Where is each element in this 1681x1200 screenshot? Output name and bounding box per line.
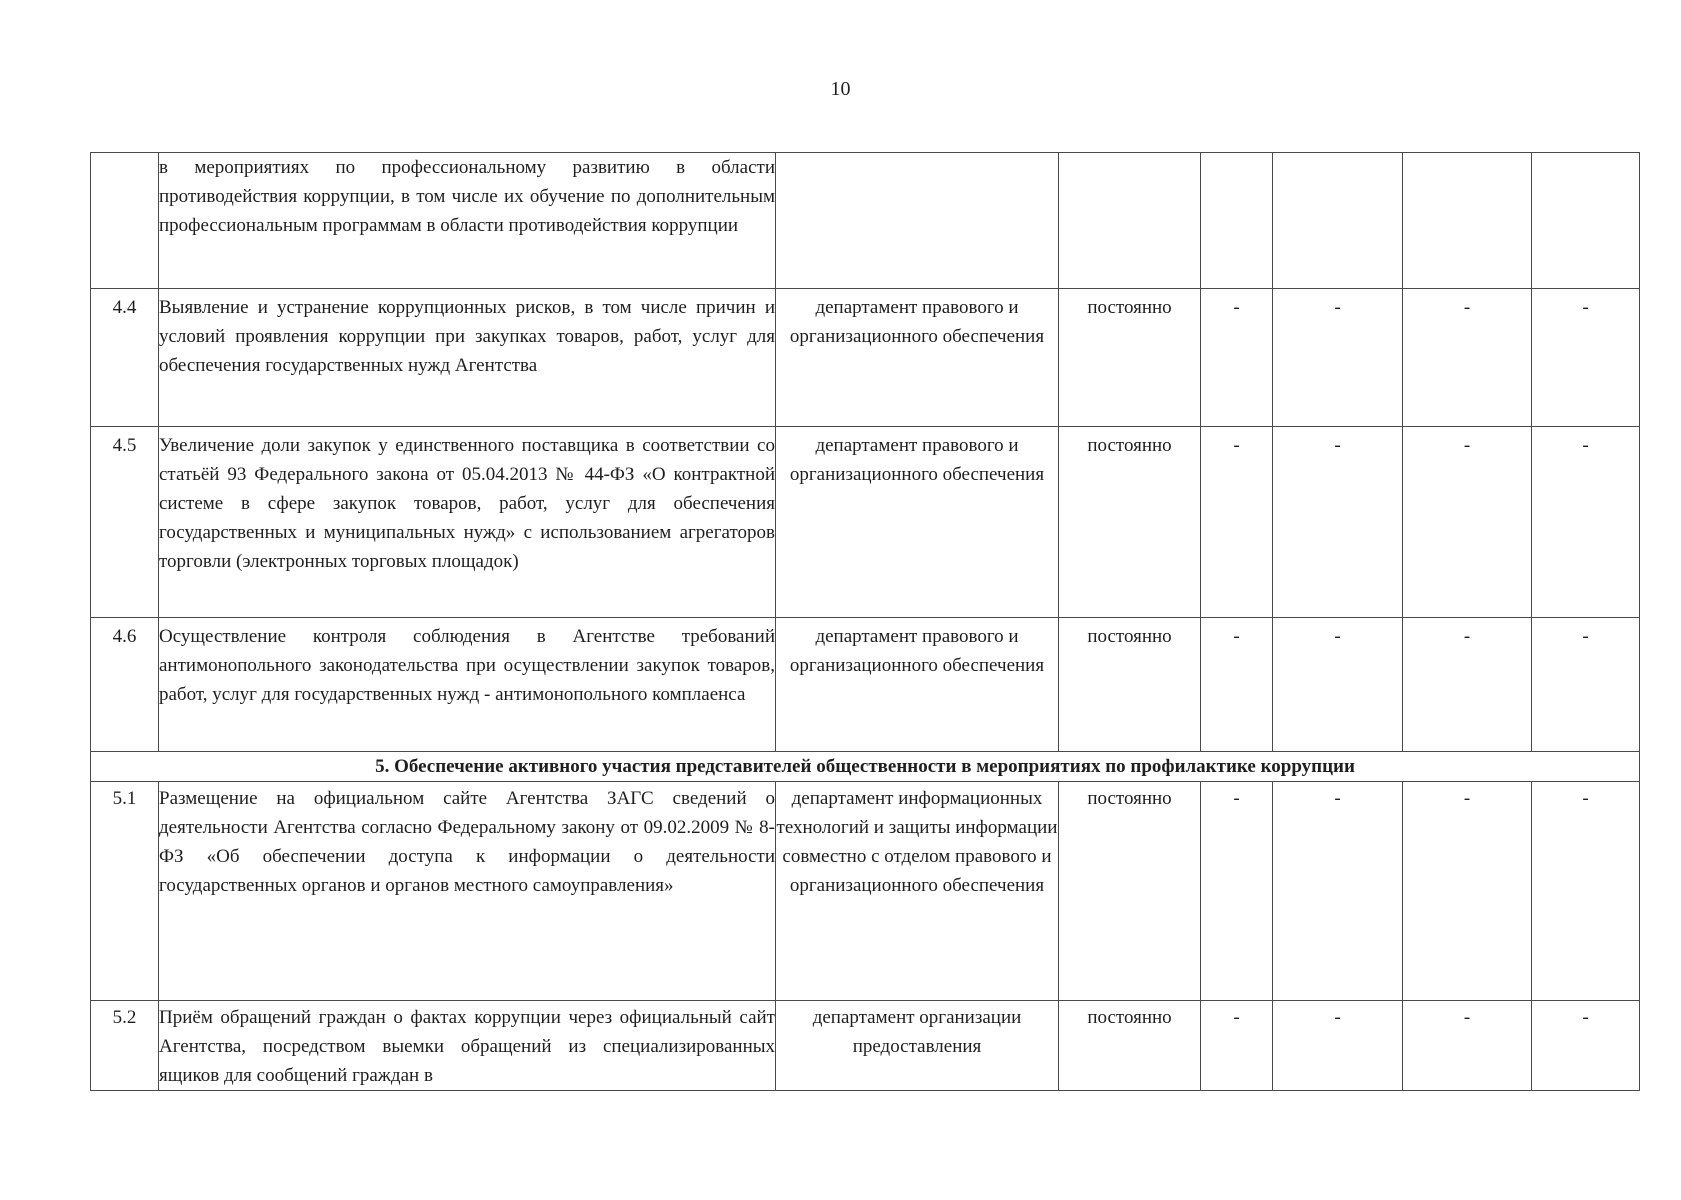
row-responsible: департамент организации предоставления [776, 1001, 1059, 1091]
row-value [1532, 153, 1640, 289]
row-term [1059, 153, 1201, 289]
row-value: - [1201, 618, 1273, 752]
row-value: - [1201, 1001, 1273, 1091]
row-value: - [1403, 782, 1532, 1001]
row-value [1201, 153, 1273, 289]
row-value: - [1273, 782, 1403, 1001]
row-value: - [1532, 618, 1640, 752]
row-value [1403, 153, 1532, 289]
table-row [91, 289, 1640, 427]
row-value: - [1403, 1001, 1532, 1091]
row-value [1273, 153, 1403, 289]
row-value: - [1532, 782, 1640, 1001]
row-description: Увеличение доли закупок у единственного поставщика в соответствии со статьёй 93 Федерального закона от 05.04.2013 № 44-ФЗ «О контрактной системе в сфере закупок товаров, работ, услуг для обеспечения государственных и муниципальных нужд» с использованием агрегаторов торговли (электронных торговых площадок) [159, 427, 776, 618]
row-value: - [1273, 618, 1403, 752]
row-term: постоянно [1059, 289, 1201, 427]
row-number: 4.6 [91, 618, 159, 752]
page-number: 10 [830, 78, 851, 100]
table-row [91, 153, 1640, 289]
row-value: - [1201, 782, 1273, 1001]
row-description: Выявление и устранение коррупционных рисков, в том числе причин и условий проявления коррупции при закупках товаров, работ, услуг для обеспечения государственных нужд Агентства [159, 289, 776, 427]
section-title: 5. Обеспечение активного участия представителей общественности в мероприятиях по профилактике коррупции [91, 752, 1640, 782]
row-value: - [1532, 427, 1640, 618]
activities-table [90, 152, 1640, 1091]
row-description: в мероприятиях по профессиональному развитию в области противодействия коррупции, в том числе их обучение по дополнительным профессиональным программам в области противодействия коррупции [159, 153, 776, 289]
row-value: - [1201, 289, 1273, 427]
row-value: - [1403, 618, 1532, 752]
row-value: - [1403, 427, 1532, 618]
row-term: постоянно [1059, 782, 1201, 1001]
row-responsible: департамент информационных технологий и защиты информации совместно с отделом правового и организационного обеспечения [776, 782, 1059, 1001]
row-value: - [1403, 289, 1532, 427]
table-row [91, 782, 1640, 1001]
table-row [91, 1001, 1640, 1091]
row-value: - [1201, 427, 1273, 618]
row-number [91, 153, 159, 289]
row-description: Осуществление контроля соблюдения в Агентстве требований антимонопольного законодательства при осуществлении закупок товаров, работ, услуг для государственных нужд - антимонопольного комплаенса [159, 618, 776, 752]
row-number: 4.4 [91, 289, 159, 427]
row-term: постоянно [1059, 618, 1201, 752]
row-responsible: департамент правового и организационного обеспечения [776, 427, 1059, 618]
row-value: - [1273, 1001, 1403, 1091]
row-value: - [1532, 289, 1640, 427]
row-description: Размещение на официальном сайте Агентства ЗАГС сведений о деятельности Агентства согласно Федеральному закону от 09.02.2009 № 8-ФЗ «Об обеспечении доступа к информации о деятельности государственных органов и органов местного самоуправления» [159, 782, 776, 1001]
row-term: постоянно [1059, 1001, 1201, 1091]
row-term: постоянно [1059, 427, 1201, 618]
row-number: 5.1 [91, 782, 159, 1001]
table-row [91, 427, 1640, 618]
table-row [91, 618, 1640, 752]
row-number: 4.5 [91, 427, 159, 618]
row-responsible: департамент правового и организационного обеспечения [776, 289, 1059, 427]
row-value: - [1532, 1001, 1640, 1091]
row-number: 5.2 [91, 1001, 159, 1091]
row-value: - [1273, 427, 1403, 618]
row-value: - [1273, 289, 1403, 427]
row-description: Приём обращений граждан о фактах коррупции через официальный сайт Агентства, посредством выемки обращений из специализированных ящиков для сообщений граждан в [159, 1001, 776, 1091]
row-responsible [776, 153, 1059, 289]
section-row [91, 752, 1640, 782]
row-responsible: департамент правового и организационного обеспечения [776, 618, 1059, 752]
